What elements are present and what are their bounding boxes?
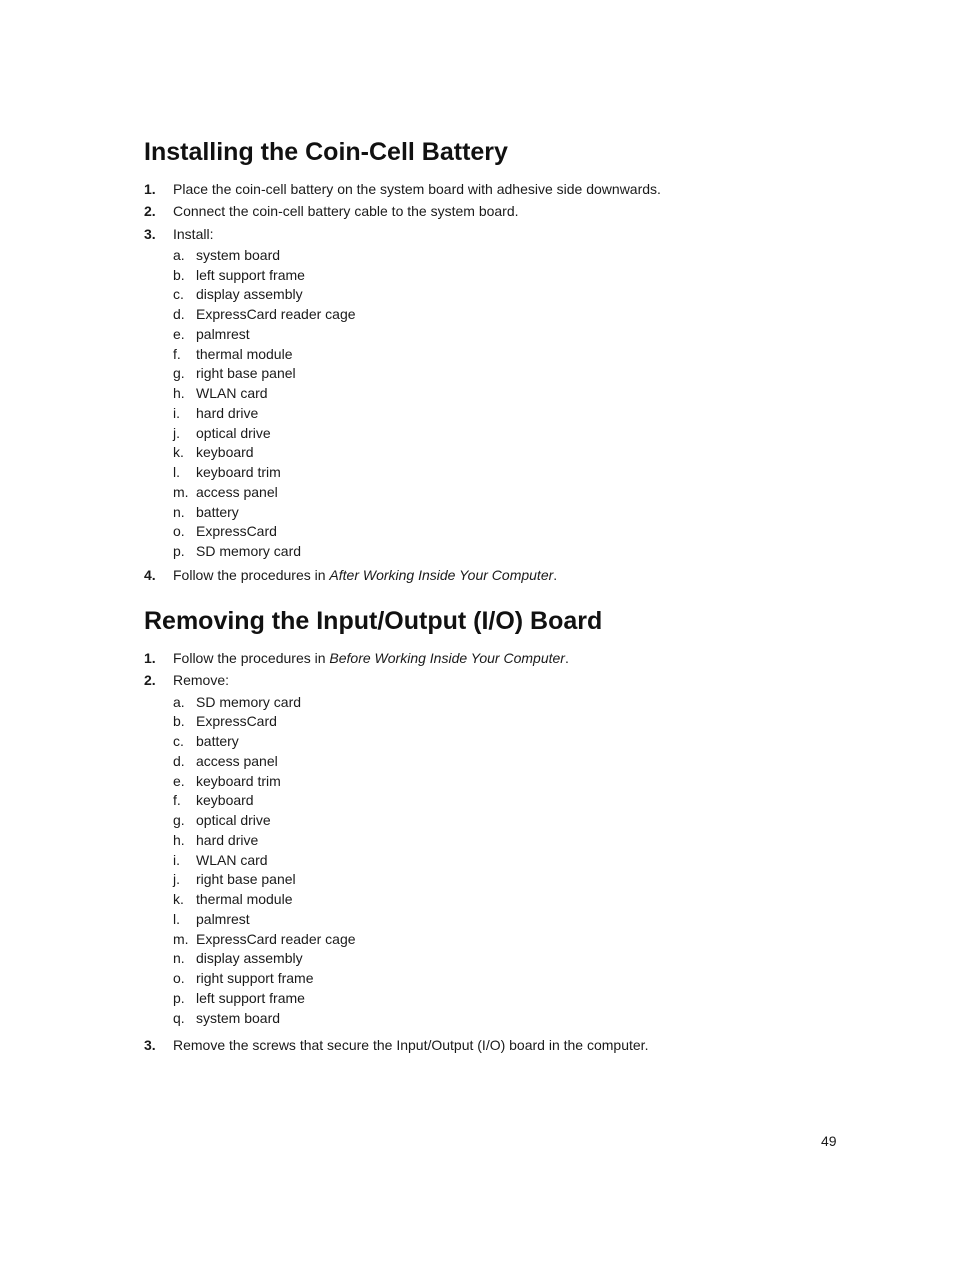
step-2	[144, 201, 864, 223]
item-label: access panel	[196, 752, 278, 769]
item-label: access panel	[196, 483, 278, 500]
list-item	[173, 910, 864, 930]
item-letter: f.	[173, 345, 181, 362]
item-label: keyboard trim	[196, 772, 281, 789]
item-letter: a.	[173, 246, 185, 263]
list-item	[173, 325, 864, 345]
step-text-suffix: .	[553, 566, 558, 583]
item-label: left support frame	[196, 266, 305, 283]
step-number: 3.	[144, 225, 156, 242]
item-label: right base panel	[196, 365, 296, 382]
list-item	[173, 345, 864, 365]
step-1	[144, 179, 864, 201]
item-letter: g.	[173, 365, 185, 382]
item-label: display assembly	[196, 286, 303, 303]
section-title-remove-io-board: Removing the Input/Output (I/O) Board	[144, 607, 603, 635]
item-label: keyboard	[196, 792, 254, 809]
list-item	[173, 404, 864, 424]
item-label: hard drive	[196, 831, 259, 848]
step-text-suffix: .	[564, 650, 569, 666]
list-item	[173, 542, 864, 562]
step-number: 1.	[144, 181, 156, 197]
step-text: Remove the screws that secure the Input/Output (I/O) board in the computer.	[173, 1037, 649, 1054]
item-letter: o.	[173, 523, 185, 540]
cross-reference-link[interactable]: Before Working Inside Your Computer	[329, 650, 565, 666]
item-label: right support frame	[196, 970, 314, 987]
list-item	[173, 851, 864, 871]
item-label: hard drive	[196, 404, 259, 421]
item-label: WLAN card	[196, 851, 268, 868]
item-letter: h.	[173, 385, 185, 402]
item-label: system board	[196, 1009, 281, 1026]
item-letter: g.	[173, 812, 185, 829]
list-item	[173, 522, 864, 542]
step-3	[144, 1035, 864, 1057]
step-number: 3.	[144, 1037, 156, 1054]
remove-steps	[144, 648, 864, 1058]
item-label: keyboard	[196, 444, 254, 461]
item-label: display assembly	[196, 950, 303, 967]
item-letter: d.	[173, 306, 185, 323]
section-title-install-coin-cell: Installing the Coin-Cell Battery	[144, 138, 508, 166]
list-item	[173, 246, 864, 266]
list-item	[173, 732, 864, 752]
item-label: palmrest	[196, 325, 250, 342]
item-label: battery	[196, 503, 239, 520]
list-item	[173, 503, 864, 523]
item-letter: k.	[173, 444, 184, 461]
item-letter: b.	[173, 266, 185, 283]
item-letter: m.	[173, 483, 189, 500]
list-item	[173, 483, 864, 503]
install-steps	[144, 179, 864, 587]
item-letter: l.	[173, 464, 180, 481]
step-text: Connect the coin-cell battery cable to the system board.	[173, 203, 519, 220]
item-label: system board	[196, 246, 281, 263]
item-label: WLAN card	[196, 385, 268, 402]
item-letter: a.	[173, 693, 185, 710]
list-item	[173, 693, 864, 713]
item-label: optical drive	[196, 424, 271, 441]
step-number: 1.	[144, 650, 156, 666]
list-item	[173, 772, 864, 792]
item-letter: e.	[173, 772, 185, 789]
list-item	[173, 364, 864, 384]
item-label: ExpressCard reader cage	[196, 306, 356, 323]
list-item	[173, 752, 864, 772]
list-item	[173, 463, 864, 483]
list-item	[173, 1009, 864, 1029]
step-number: 2.	[144, 672, 156, 689]
item-letter: i.	[173, 851, 180, 868]
page-number: 49	[821, 1133, 837, 1149]
item-letter: h.	[173, 831, 185, 848]
step-4	[144, 565, 864, 587]
list-item	[173, 384, 864, 404]
item-letter: i.	[173, 404, 180, 421]
step-number: 2.	[144, 203, 156, 220]
list-item	[173, 811, 864, 831]
item-label: SD memory card	[196, 693, 302, 710]
list-item	[173, 969, 864, 989]
item-label: palmrest	[196, 910, 250, 927]
item-letter: k.	[173, 891, 184, 908]
item-letter: m.	[173, 930, 189, 947]
item-letter: f.	[173, 792, 181, 809]
item-letter: p.	[173, 989, 185, 1006]
item-letter: j.	[173, 871, 180, 888]
list-item	[173, 989, 864, 1009]
list-item	[173, 424, 864, 444]
cross-reference-link[interactable]: After Working Inside Your Computer	[329, 566, 554, 583]
item-label: keyboard trim	[196, 464, 281, 481]
item-label: optical drive	[196, 812, 271, 829]
list-item	[173, 285, 864, 305]
step-text: Place the coin-cell battery on the system board with adhesive side downwards.	[173, 181, 661, 197]
step-number: 4.	[144, 566, 156, 583]
item-letter: q.	[173, 1009, 185, 1026]
item-label: left support frame	[196, 989, 305, 1006]
item-letter: n.	[173, 503, 185, 520]
item-letter: c.	[173, 286, 184, 303]
item-letter: e.	[173, 325, 185, 342]
list-item	[173, 930, 864, 950]
item-letter: l.	[173, 910, 180, 927]
item-label: battery	[196, 733, 239, 750]
step-text-prefix: Follow the procedures in	[173, 566, 330, 583]
step-1	[144, 648, 864, 670]
step-text	[173, 648, 569, 668]
item-label: thermal module	[196, 345, 293, 362]
step-3	[144, 224, 864, 246]
item-letter: o.	[173, 970, 185, 987]
item-label: right base panel	[196, 871, 296, 888]
item-letter: c.	[173, 733, 184, 750]
list-item	[173, 870, 864, 890]
step-text	[173, 565, 557, 585]
item-letter: n.	[173, 950, 185, 967]
remove-sublist	[144, 693, 864, 1029]
item-label: ExpressCard reader cage	[196, 930, 356, 947]
item-label: SD memory card	[196, 543, 302, 560]
item-label: ExpressCard	[196, 523, 277, 540]
list-item	[173, 949, 864, 969]
step-2	[144, 670, 864, 692]
list-item	[173, 890, 864, 910]
item-letter: p.	[173, 543, 185, 560]
list-item	[173, 712, 864, 732]
list-item	[173, 266, 864, 286]
list-item	[173, 443, 864, 463]
item-letter: j.	[173, 424, 180, 441]
item-letter: d.	[173, 752, 185, 769]
install-sublist	[144, 246, 864, 562]
list-item	[173, 831, 864, 851]
item-label: thermal module	[196, 891, 293, 908]
item-label: ExpressCard	[196, 713, 277, 730]
step-text: Remove:	[173, 672, 230, 689]
step-text: Install:	[173, 225, 214, 242]
step-text-prefix: Follow the procedures in	[173, 650, 330, 666]
item-letter: b.	[173, 713, 185, 730]
list-item	[173, 305, 864, 325]
list-item	[173, 791, 864, 811]
